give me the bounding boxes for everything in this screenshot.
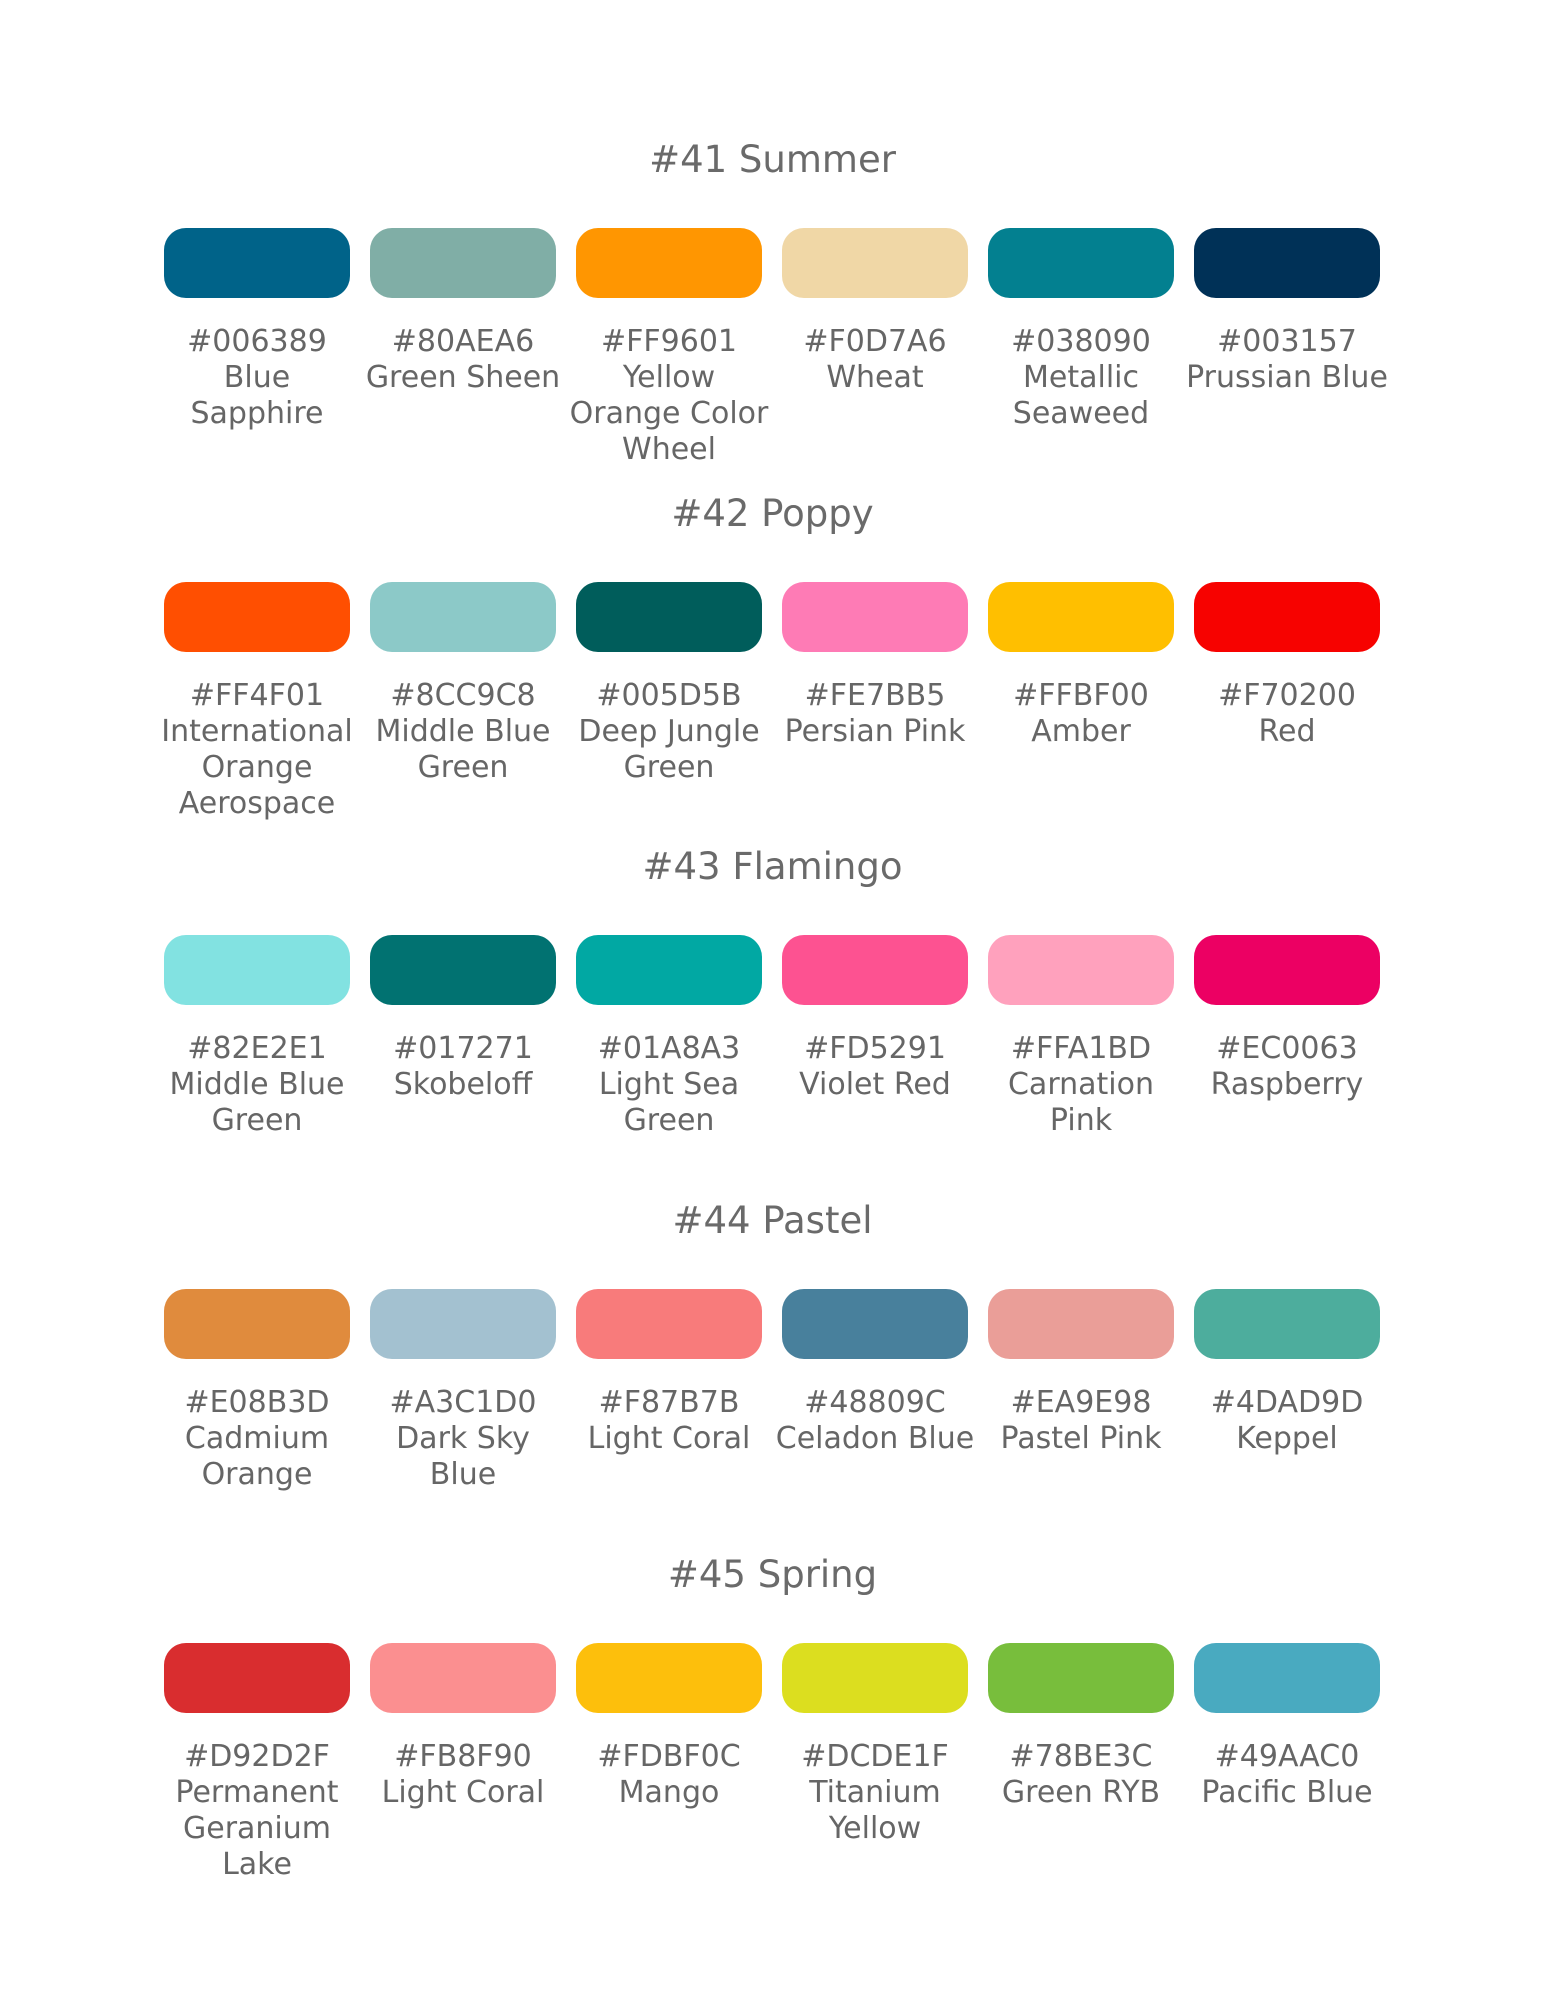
color-swatch xyxy=(370,1289,556,1359)
color-swatch xyxy=(576,582,762,652)
color-hex-code: #006389 xyxy=(187,324,327,359)
color-hex-code: #E08B3D xyxy=(184,1385,330,1420)
color-label xyxy=(154,678,360,822)
color-hex-code: #EC0063 xyxy=(1216,1031,1358,1066)
color-swatch xyxy=(576,228,762,298)
color-hex-code: #003157 xyxy=(1217,324,1357,359)
color-name: Green RYB xyxy=(1001,1775,1161,1810)
color-label xyxy=(1184,678,1390,750)
color-label xyxy=(1184,324,1390,396)
color-hex-code: #F70200 xyxy=(1218,678,1356,713)
palette-title: #43 Flamingo xyxy=(642,845,903,888)
palette-title: #44 Pastel xyxy=(672,1199,873,1242)
color-name: Light Coral xyxy=(381,1775,545,1810)
color-name: Yellow Orange Color Wheel xyxy=(569,360,769,467)
color-swatch xyxy=(164,582,350,652)
color-swatch xyxy=(1194,1643,1380,1713)
color-swatch xyxy=(1194,1289,1380,1359)
color-hex-code: #DCDE1F xyxy=(801,1739,949,1774)
color-label xyxy=(360,324,566,396)
color-hex-code: #EA9E98 xyxy=(1010,1385,1152,1420)
color-swatch xyxy=(782,228,968,298)
color-name: Violet Red xyxy=(799,1067,951,1102)
color-hex-code: #FFBF00 xyxy=(1013,678,1149,713)
color-hex-code: #D92D2F xyxy=(184,1739,330,1774)
color-label xyxy=(154,324,360,432)
palette-title: #41 Summer xyxy=(649,138,896,181)
color-name: Cadmium Orange xyxy=(184,1421,330,1492)
color-label xyxy=(772,1031,978,1103)
color-swatch xyxy=(370,935,556,1005)
color-name: Pastel Pink xyxy=(1000,1421,1162,1456)
color-swatch xyxy=(988,582,1174,652)
color-swatch xyxy=(370,228,556,298)
color-name: Titanium Yellow xyxy=(809,1775,941,1846)
color-name: Green Sheen xyxy=(365,360,561,395)
color-name: Prussian Blue xyxy=(1186,360,1388,395)
color-hex-code: #FE7BB5 xyxy=(804,678,946,713)
color-label xyxy=(772,1739,978,1847)
color-label xyxy=(1184,1385,1390,1457)
color-label xyxy=(360,1031,566,1103)
color-swatch xyxy=(782,1643,968,1713)
color-hex-code: #FDBF0C xyxy=(597,1739,741,1774)
color-label xyxy=(1184,1031,1390,1103)
color-hex-code: #017271 xyxy=(393,1031,533,1066)
color-swatch xyxy=(782,582,968,652)
color-hex-code: #038090 xyxy=(1011,324,1151,359)
color-name: Middle Blue Green xyxy=(169,1067,345,1138)
color-hex-code: #FF9601 xyxy=(601,324,737,359)
color-hex-code: #48809C xyxy=(804,1385,946,1420)
color-label xyxy=(772,678,978,750)
color-name: Celadon Blue xyxy=(775,1421,975,1456)
color-hex-code: #4DAD9D xyxy=(1210,1385,1364,1420)
color-label xyxy=(978,1385,1184,1457)
color-hex-code: #005D5B xyxy=(596,678,742,713)
color-label xyxy=(772,324,978,396)
color-swatch xyxy=(576,1289,762,1359)
color-label xyxy=(360,1385,566,1493)
color-swatch xyxy=(164,228,350,298)
color-name: Raspberry xyxy=(1210,1067,1364,1102)
color-swatch xyxy=(370,1643,556,1713)
color-name: Keppel xyxy=(1236,1421,1338,1456)
color-name: Dark Sky Blue xyxy=(396,1421,530,1492)
color-hex-code: #78BE3C xyxy=(1009,1739,1153,1774)
color-name: Red xyxy=(1258,714,1316,749)
color-name: Blue Sapphire xyxy=(190,360,324,431)
color-hex-code: #FD5291 xyxy=(804,1031,946,1066)
color-label xyxy=(978,678,1184,750)
color-label xyxy=(360,678,566,786)
color-hex-code: #FF4F01 xyxy=(189,678,325,713)
color-hex-code: #FFA1BD xyxy=(1010,1031,1152,1066)
color-label xyxy=(978,1739,1184,1811)
color-label xyxy=(566,1739,772,1811)
color-hex-code: #8CC9C8 xyxy=(390,678,536,713)
color-swatch xyxy=(988,935,1174,1005)
color-name: Permanent Geranium Lake xyxy=(175,1775,339,1882)
color-label xyxy=(566,1385,772,1457)
color-name: Light Sea Green xyxy=(598,1067,740,1138)
color-name: International Orange Aerospace xyxy=(161,714,353,821)
color-name: Middle Blue Green xyxy=(375,714,551,785)
color-label xyxy=(772,1385,978,1457)
color-label xyxy=(154,1385,360,1493)
color-label xyxy=(978,324,1184,432)
color-hex-code: #01A8A3 xyxy=(597,1031,741,1066)
color-label xyxy=(566,678,772,786)
color-label xyxy=(566,1031,772,1139)
color-swatch xyxy=(988,1643,1174,1713)
color-hex-code: #F0D7A6 xyxy=(803,324,947,359)
color-swatch xyxy=(576,935,762,1005)
color-swatch xyxy=(164,1643,350,1713)
color-name: Pacific Blue xyxy=(1201,1775,1373,1810)
color-label xyxy=(978,1031,1184,1139)
color-label xyxy=(566,324,772,468)
color-label xyxy=(154,1739,360,1883)
color-name: Metallic Seaweed xyxy=(1012,360,1150,431)
color-hex-code: #82E2E1 xyxy=(187,1031,327,1066)
color-swatch xyxy=(164,1289,350,1359)
color-swatch xyxy=(576,1643,762,1713)
color-swatch xyxy=(988,228,1174,298)
color-hex-code: #A3C1D0 xyxy=(389,1385,537,1420)
color-hex-code: #FB8F90 xyxy=(394,1739,532,1774)
color-swatch xyxy=(1194,582,1380,652)
color-hex-code: #F87B7B xyxy=(598,1385,740,1420)
color-label xyxy=(154,1031,360,1139)
color-name: Carnation Pink xyxy=(1007,1067,1154,1138)
color-swatch xyxy=(988,1289,1174,1359)
palette-title: #42 Poppy xyxy=(671,492,874,535)
color-swatch xyxy=(782,935,968,1005)
color-hex-code: #49AAC0 xyxy=(1214,1739,1360,1774)
color-swatch xyxy=(370,582,556,652)
color-hex-code: #80AEA6 xyxy=(391,324,535,359)
color-name: Persian Pink xyxy=(784,714,966,749)
color-name: Deep Jungle Green xyxy=(578,714,760,785)
color-name: Skobeloff xyxy=(393,1067,533,1102)
color-swatch xyxy=(1194,228,1380,298)
color-name: Wheat xyxy=(826,360,924,395)
color-name: Mango xyxy=(618,1775,720,1810)
color-swatch xyxy=(782,1289,968,1359)
color-name: Light Coral xyxy=(587,1421,751,1456)
color-swatch xyxy=(164,935,350,1005)
palette-title: #45 Spring xyxy=(667,1553,878,1596)
color-swatch xyxy=(1194,935,1380,1005)
color-label xyxy=(1184,1739,1390,1811)
color-label xyxy=(360,1739,566,1811)
color-name: Amber xyxy=(1031,714,1131,749)
